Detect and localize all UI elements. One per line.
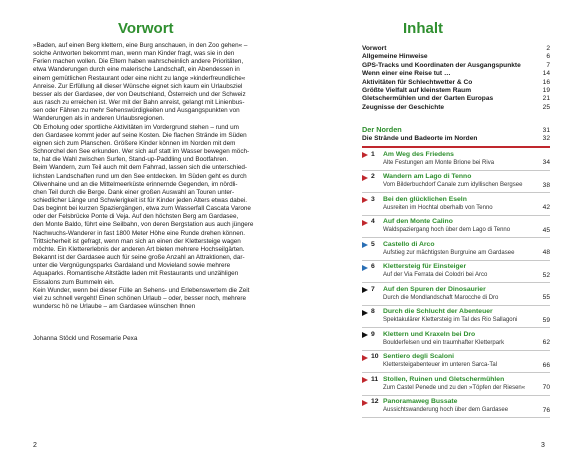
tour-subtitle: Zum Castel Penede und zu den »Töpfen der Riesen« xyxy=(383,384,526,391)
triangle-marker-icon xyxy=(362,400,368,406)
toc-title: Inhalt xyxy=(403,20,443,37)
tour-number: 4 xyxy=(371,218,375,225)
section-subtitle[interactable]: Die Strände und Badeorte im Norden xyxy=(362,135,478,142)
section-page: 31 xyxy=(542,127,550,134)
toc-row-title: Allgemeine Hinweise xyxy=(362,53,428,61)
tour-title: Auf den Monte Calino xyxy=(383,218,453,225)
toc-row-title: Aktivitäten für Schlechtwetter & Co xyxy=(362,78,473,86)
tour-entry[interactable] xyxy=(362,396,550,419)
tour-entry[interactable] xyxy=(362,238,550,261)
tour-page: 38 xyxy=(542,181,550,189)
tour-number: 8 xyxy=(371,308,375,315)
tour-page: 66 xyxy=(542,361,550,369)
tour-entry[interactable] xyxy=(362,171,550,194)
triangle-marker-icon xyxy=(362,287,368,293)
preface-line: Ferien machen wollen. Die Eltern haben wahrscheinlich andere Prioritäten, xyxy=(33,58,244,66)
tour-subtitle: Ausreiten im Hochtal oberhalb von Tenno xyxy=(383,204,493,211)
tour-page: 55 xyxy=(542,294,550,301)
triangle-marker-icon xyxy=(362,332,368,338)
tour-page: 62 xyxy=(542,339,550,346)
toc-row[interactable] xyxy=(362,87,550,95)
section-title[interactable]: Der Norden xyxy=(362,125,402,134)
toc-row-title: Wenn einer eine Reise tut … xyxy=(362,70,451,78)
preface-line: Bekannt ist der Gardasee auch für seine große Anzahl an Attraktionen, dar- xyxy=(33,254,245,262)
preface-line: wundersc hö ne Urlaube – am Gardasee wünschen Ihnen xyxy=(33,303,196,310)
preface-line: schiedlicher Länge und Schwierigkeit ist für Kinder jeden Alters etwas dabei. xyxy=(33,196,248,204)
tour-subtitle: Auf der Via Ferrata dei Colodri bei Arco xyxy=(383,272,488,278)
toc-row-title: Gletschermühlen und der Garten Europas xyxy=(362,95,494,103)
preface-line: eignen sich zum Planschen. Größere Kinder können im Norden mit dem xyxy=(33,139,236,147)
tour-number: 7 xyxy=(371,285,375,293)
tour-number: 5 xyxy=(371,240,375,248)
toc-row-page: 25 xyxy=(542,103,550,111)
tour-title: Wandern am Lago di Tenno xyxy=(383,173,472,180)
preface-line: Aquaparks. Romantische Altstädte laden mit Restaurants und unzähligen xyxy=(33,270,239,278)
tour-subtitle: Alte Festungen am Monte Brione bei Riva xyxy=(383,159,495,166)
preface-line: Anreise. Zur Erfüllung all dieser Wünsche eignet sich kaum ein Urlaubsziel xyxy=(33,82,243,90)
left-page xyxy=(0,0,290,465)
preface-line: viel zu schnell vergeht! Einen schönen Urlaub – oder, besser noch, mehrere xyxy=(33,294,246,302)
preface-line: Eissalons zum Bummeln ein. xyxy=(33,278,115,286)
section-subtitle-page: 32 xyxy=(542,135,550,142)
tour-title: Bei den glücklichen Eseln xyxy=(383,195,467,203)
tour-number: 1 xyxy=(371,150,375,158)
toc-row-page: 6 xyxy=(546,53,550,61)
toc-row-page: 16 xyxy=(542,78,550,86)
tour-subtitle: Boulderfelsen und ein traumhafter Kletterpark xyxy=(383,339,505,346)
tour-title: Am Weg des Friedens xyxy=(383,150,454,158)
tour-title: Sentiero degli Scaloni xyxy=(383,353,455,360)
tour-entry[interactable] xyxy=(362,373,550,396)
toc-row[interactable] xyxy=(362,95,550,103)
toc-row[interactable] xyxy=(362,62,550,70)
preface-line: unter die Vergnügungsparks Gardaland und Movieland sowie mehrere xyxy=(33,262,231,270)
tour-page: 48 xyxy=(542,249,550,256)
triangle-marker-icon xyxy=(362,377,368,383)
preface-line: den Monte Baldo, führt eine Seilbahn, von deren Bergstation aus auch jüngere xyxy=(33,221,254,229)
toc-section-header xyxy=(362,125,550,148)
tour-subtitle: Spektakulärer Klettersteig im Tal des Rio Sallagoni xyxy=(383,317,518,323)
tour-title: Auf den Spuren der Dinosaurier xyxy=(383,285,486,293)
toc-general-list xyxy=(362,45,550,112)
toc-row-page: 21 xyxy=(542,95,550,103)
tour-title: Castello di Arco xyxy=(383,240,435,248)
tour-page: 42 xyxy=(542,204,550,211)
tour-title: Panoramaweg Bussate xyxy=(383,398,458,405)
preface-line: Nachwuchs-Wanderer in fast 1800 Meter Höhe eine Runde drehen können. xyxy=(33,229,246,237)
preface-line: Olivenhaine und an die Mittelmeerküste erinnernde Gegenden, im nördli- xyxy=(33,180,238,188)
toc-row-page: 7 xyxy=(546,61,550,69)
tour-entry[interactable] xyxy=(362,193,550,216)
toc-row[interactable] xyxy=(362,45,550,53)
preface-line: besser als der Gardasee, der von Deutschland, Österreich und der Schweiz xyxy=(33,90,246,98)
tour-number: 2 xyxy=(371,173,375,180)
toc-row[interactable] xyxy=(362,79,550,87)
tour-number: 3 xyxy=(371,195,375,203)
tour-number: 11 xyxy=(371,375,379,383)
tour-entry[interactable] xyxy=(362,351,550,374)
triangle-marker-icon xyxy=(362,220,368,226)
triangle-marker-icon xyxy=(362,242,368,248)
triangle-marker-icon xyxy=(362,355,368,361)
preface-line: oder der Felsbrücke Ponte di Veja. Auf den höchsten Berg am Gardasee, xyxy=(33,213,239,221)
preface-line: solche Antworten bekommt man, wenn man Kinder fragt, was sie in den xyxy=(33,50,235,58)
tour-page: 45 xyxy=(542,226,550,234)
tour-subtitle: Klettersteigabenteuer im unteren Sarca-Tal xyxy=(383,362,498,368)
tour-subtitle: Vom Bilderbuchdorf Canale zum idyllischen Bergsee xyxy=(383,182,523,188)
tour-entry[interactable] xyxy=(362,283,550,306)
preface-line: Beim Wandern, zum Teil auch mit dem Fahrrad, lassen sich die unterschied- xyxy=(33,164,248,172)
toc-row-page: 2 xyxy=(546,45,550,52)
triangle-marker-icon xyxy=(362,152,368,158)
tour-entry[interactable] xyxy=(362,148,550,171)
preface-line: einem gemütlichen Restaurant oder eine nicht zu lange »kinderfreundliche« xyxy=(33,74,246,82)
page-number: 3 xyxy=(541,442,545,449)
tour-page: 70 xyxy=(542,384,550,391)
preface-line: sen oder Fähren zu mehr Sehenswürdigkeiten und Ausgangspunkten von xyxy=(33,107,240,115)
preface-line: Kein Wunder, wenn bei dieser Fülle an Sehens- und Erlebenswertem die Zeit xyxy=(33,286,250,294)
preface-line: Wanderungen als in anderen Urlaubsregionen. xyxy=(33,115,165,123)
tour-page: 52 xyxy=(542,271,550,279)
tour-number: 9 xyxy=(371,330,375,338)
preface-line: »Baden, auf einen Berg klettern, eine Burg anschauen, in den Zoo gehen« – xyxy=(33,42,248,49)
toc-row-title: GPS-Tracks und Koordinaten der Ausgangspunkte xyxy=(362,61,521,69)
tour-page: 59 xyxy=(542,316,550,324)
preface-line: chen Teil durch die Berge. Dank einer großen Auswahl an Touren unter- xyxy=(33,188,235,196)
tour-title: Klettersteig für Einsteiger xyxy=(383,263,467,270)
preface-line: Ob Erholung oder sportliche Aktivitäten im Vordergrund stehen – rund um xyxy=(33,123,239,131)
triangle-marker-icon xyxy=(362,197,368,203)
tour-title: Durch die Schlucht der Abenteuer xyxy=(383,308,493,315)
toc-entries xyxy=(362,148,550,418)
tour-entry[interactable] xyxy=(362,306,550,329)
preface-line: te, hat die Wahl zwischen Surfen, Stand-up-Paddling und Bootfahren. xyxy=(33,156,229,164)
tour-number: 6 xyxy=(371,263,375,270)
preface-line: den Gardasee kommt jeder auf seine Kosten. Die flachen Strände im Süden xyxy=(33,131,247,139)
preface-line: möchte. Ein Klettererlebnis der anderen Art bieten mehrere Hochseilgärten. xyxy=(33,245,245,253)
tour-entry[interactable] xyxy=(362,216,550,239)
preface-line: aus rasch zu erreichen ist. Wer mit der Bahn anreist, gelangt mit Linienbus- xyxy=(33,99,245,107)
tour-page: 76 xyxy=(542,406,550,414)
triangle-marker-icon xyxy=(362,265,368,271)
tour-subtitle: Durch die Mondlandschaft Marocche di Dro xyxy=(383,294,499,301)
toc-row-title: Zeugnisse der Geschichte xyxy=(362,103,445,111)
tour-entry[interactable] xyxy=(362,328,550,351)
toc-row-title: Vorwort xyxy=(362,45,387,52)
tour-title: Stollen, Ruinen und Gletschermühlen xyxy=(383,375,505,383)
page-number: 2 xyxy=(33,442,37,449)
tour-page: 34 xyxy=(542,159,550,166)
triangle-marker-icon xyxy=(362,310,368,316)
tour-title: Klettern und Kraxeln bei Dro xyxy=(383,330,476,338)
tour-entry[interactable] xyxy=(362,261,550,284)
tour-number: 10 xyxy=(371,353,379,360)
page-title: Vorwort xyxy=(118,20,174,37)
tour-subtitle: Aufstieg zur mächtigsten Burgruine am Gardasee xyxy=(383,249,515,256)
triangle-marker-icon xyxy=(362,175,368,181)
tour-subtitle: Waldspaziergang hoch über dem Lago di Tenno xyxy=(383,227,511,233)
toc-row-page: 14 xyxy=(542,70,550,78)
tour-subtitle: Aussichtswanderung hoch über dem Gardasee xyxy=(383,407,509,413)
toc-row-title: Größte Vielfalt auf kleinstem Raum xyxy=(362,87,472,95)
toc-row[interactable] xyxy=(362,70,550,78)
preface-line: Das beginnt bei kurzen Spaziergängen, etwa zum Wasserfall Cascata Varone xyxy=(33,205,251,213)
signature: Johanna Stöckl und Rosemarie Pexa xyxy=(33,335,138,342)
preface-line: Trittsicherheit ist gefragt, wenn man sich an einen der Klettersteige wagen xyxy=(33,237,241,245)
toc-row-page: 19 xyxy=(542,87,550,95)
toc-row[interactable] xyxy=(362,104,550,112)
right-page xyxy=(290,0,581,465)
preface-line: Schnorchel den See erkunden. Wer sich auf statt im Wasser bewegen möch- xyxy=(33,148,250,156)
preface-line: lichsten Landschaften rund um den See entdecken. Im Süden geht es durch xyxy=(33,172,247,180)
tour-number: 12 xyxy=(371,398,379,405)
preface-text xyxy=(33,42,269,311)
toc-row[interactable] xyxy=(362,53,550,61)
preface-line: etwa Wanderungen durch eine malerische Landschaft, ein Abendessen in xyxy=(33,66,240,74)
